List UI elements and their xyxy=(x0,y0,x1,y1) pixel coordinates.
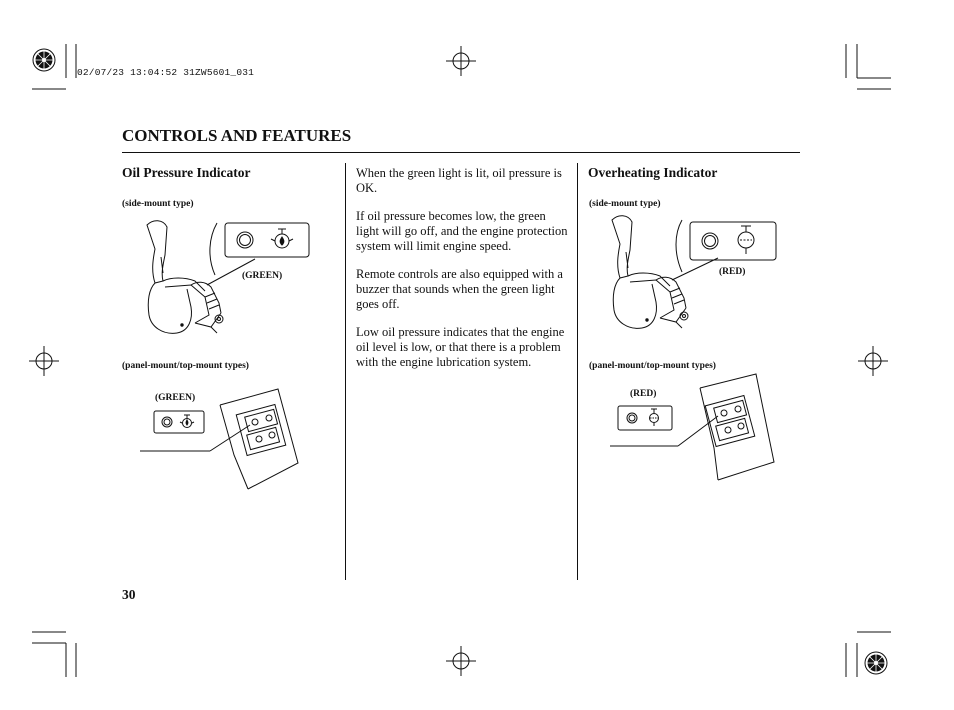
column-divider-right xyxy=(577,163,578,580)
heat-panel-mount-label: (panel-mount/top-mount types) xyxy=(589,361,716,371)
page-number: 30 xyxy=(122,587,136,602)
column-divider-left xyxy=(345,163,346,580)
print-stamp: 02/07/23 13:04:52 31ZW5601_031 xyxy=(77,67,255,78)
heat-panel-mount-illustration xyxy=(606,376,806,486)
heat-side-mount-illustration xyxy=(600,210,800,340)
oil-panel-mount-illustration xyxy=(138,385,338,495)
paragraph: If oil pressure becomes low, the green light will go off, and the engine protection system will limit engine speed. xyxy=(356,209,568,253)
heat-indicator-icon xyxy=(650,409,659,426)
overheat-icon xyxy=(738,226,754,254)
oil-description xyxy=(356,166,570,383)
section-title: CONTROLS AND FEATURES xyxy=(122,126,352,145)
oil-panel-mount-label: (panel-mount/top-mount types) xyxy=(122,361,249,371)
oil-side-callout: (GREEN) xyxy=(242,271,283,281)
oil-panel-callout: (GREEN) xyxy=(155,393,196,403)
paragraph: When the green light is lit, oil pressure is OK. xyxy=(356,166,562,195)
heat-side-callout: (RED) xyxy=(719,267,746,277)
paragraph: Low oil pressure indicates that the engine oil level is low, or that there is a problem with the engine lubrication system. xyxy=(356,325,565,369)
oil-pressure-icon xyxy=(271,229,293,248)
header-rule xyxy=(122,152,800,153)
oil-pressure-heading: Oil Pressure Indicator xyxy=(122,165,251,180)
oil-side-mount-illustration xyxy=(135,215,335,345)
overheating-heading: Overheating Indicator xyxy=(588,165,718,180)
paragraph: Remote controls are also equipped with a buzzer that sounds when the green light goes off. xyxy=(356,267,563,311)
heat-side-mount-label: (side-mount type) xyxy=(589,199,661,209)
oil-indicator-icon xyxy=(180,415,194,428)
heat-panel-callout: (RED) xyxy=(630,389,657,399)
oil-side-mount-label: (side-mount type) xyxy=(122,199,194,209)
